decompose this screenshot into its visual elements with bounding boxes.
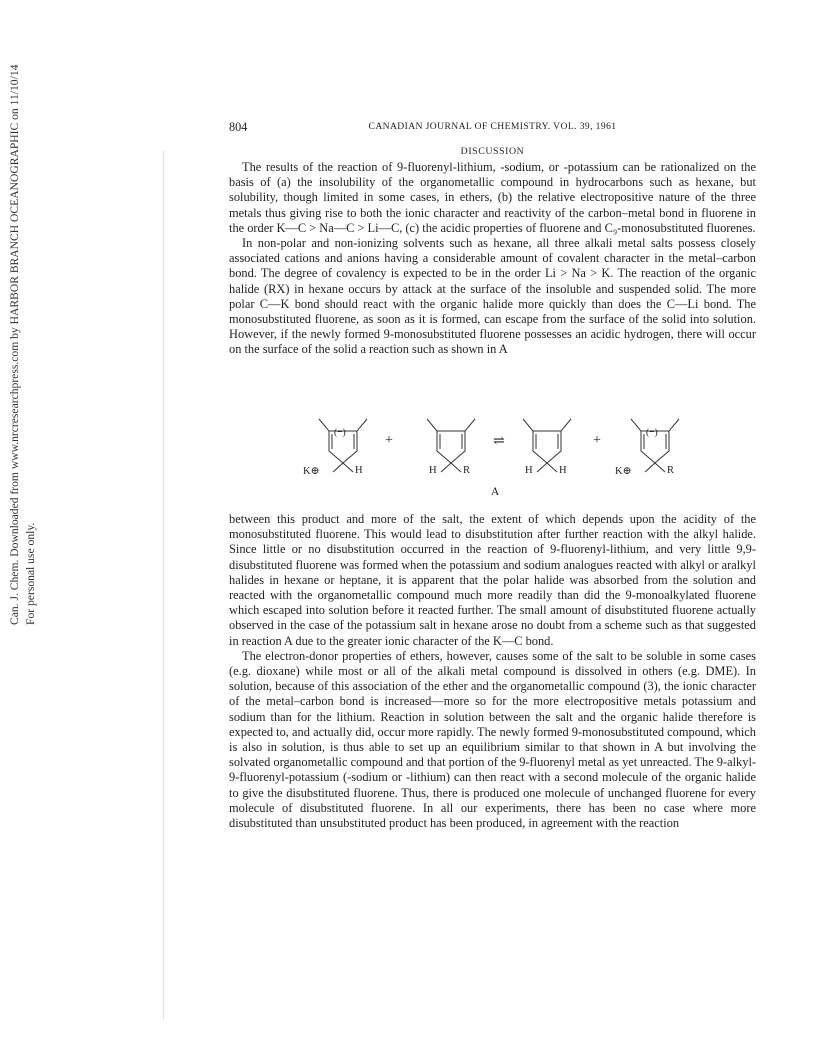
section-title: DISCUSSION bbox=[460, 146, 525, 157]
substituent-label: R bbox=[463, 465, 471, 476]
substituted-fluorenyl-anion-structure bbox=[615, 415, 683, 477]
body-text-top bbox=[229, 160, 756, 358]
reaction-scheme bbox=[305, 415, 685, 505]
page-number: 804 bbox=[229, 120, 248, 134]
download-notice-line: Can. J. Chem. Downloaded from www.nrcresearchpress.com by HARBOR BRANCH OCEANOGRAPHIC on 11/10/14 bbox=[8, 64, 21, 625]
plus-sign: + bbox=[593, 433, 601, 448]
running-head: CANADIAN JOURNAL OF CHEMISTRY. VOL. 39, 1961 bbox=[368, 121, 617, 132]
substituent-label: H bbox=[559, 465, 567, 476]
substituent-label: R bbox=[667, 465, 675, 476]
paragraph: The electron-donor properties of ethers, however, causes some of the salt to be soluble in some cases (e.g. dioxane) while most or all of the alkali metal compound is dissolved in others (e.g. DME). In solution, because of this association of the ether and the organometallic compound (3), the ionic character of the metal–carbon bond is increased—more so for the more electropositive metals potassium and sodium than for the lithium. Reaction in solution between the salt and the organic halide therefore is expected to, and actually did, occur more rapidly. The newly formed 9-monosubstituted compound, which is also in solution, is thus able to set up an equilibrium similar to that shown in A but involving the solvated organometallic compound and that portion of the 9-fluorenyl metal as yet unreacted. The 9-alkyl-9-fluorenyl-potassium (-sodium or -lithium) can then react with a second molecule of the organic halide to give the disubstituted fluorene. Thus, there is produced one molecule of unchanged fluorene for every molecule of disubstituted fluorene. In all our experiments, there has been no case where more disubstituted than unsubstituted product has been produced, in agreement with the reaction bbox=[229, 648, 757, 831]
scheme-label: A bbox=[490, 485, 500, 498]
fluorene-ring-icon bbox=[627, 415, 683, 475]
substituent-label: H bbox=[525, 465, 533, 476]
substituent-label: H bbox=[355, 465, 363, 476]
download-notice bbox=[8, 64, 58, 625]
plus-sign: + bbox=[385, 433, 393, 448]
body-text-bottom bbox=[229, 512, 756, 831]
margin-rule bbox=[163, 150, 164, 1020]
cation-label: K⊕ bbox=[615, 466, 632, 477]
paragraph: The results of the reaction of 9-fluorenyl-lithium, -sodium, or -potassium can be rationalized on the basis of (a) the insolubility of the organometallic compound in hydrocarbons such as hexane, but solubility, though limited in some cases, in ethers, (b) the relative electropositive nature of the three metals thus giving rise to both the ionic character and reactivity of the carbon–metal bond in fluorene in the order K—C > Na—C > Li—C, (c) the acidic properties of fluorene and C₉-monosubstituted fluorenes. bbox=[229, 160, 756, 235]
paragraph: In non-polar and non-ionizing solvents such as hexane, all three alkali metal salts possess closely associated cations and anions having a considerable amount of covalent character in the metal–carbon bond. The degree of covalency is expected to be in the order Li > Na > K. The reaction of the organic halide (RX) in hexane occurs by attack at the surface of the insoluble and suspended solid. The more polar C—K bond should react with the organic halide more quickly than does the C—Li bond. The monosubstituted fluorene, as soon as it is formed, can escape from the surface of the solid into solution. However, if the newly formed 9-monosubstituted fluorene possesses an acidic hydrogen, there will occur on the surface of the solid a reaction such as shown in A bbox=[229, 236, 756, 357]
anion-charge: (−) bbox=[646, 428, 658, 438]
monosubstituted-fluorene-structure bbox=[423, 415, 479, 475]
fluorene-structure bbox=[519, 415, 575, 475]
cation-label: K⊕ bbox=[303, 466, 320, 477]
anion-charge: (−) bbox=[334, 428, 346, 438]
paragraph: between this product and more of the salt, the extent of which depends upon the acidity of the monosubstituted fluorene. This would lead to disubstitution after further reaction with the alkyl halide. Since little or no disubstitution occurred in the reaction of 9-fluorenyl-lithium, and very little 9,9-disubstituted fluorene was formed when the potassium and sodium analogues reacted with alkyl or aralkyl halides in hexane or heptane, it is apparent that the polar halide was absorbed from the solution and reacted with the organometallic compound much more readily than did the 9-monoalkylated fluorene which escaped into solution before it reacted further. The small amount of disubstituted fluorene actually observed in the case of the potassium salt in hexane arose no doubt from a scheme such as that suggested in reaction A due to the greater ionic character of the K—C bond. bbox=[229, 512, 756, 648]
equilibrium-arrow: ⇌ bbox=[493, 434, 505, 449]
personal-use-notice: For personal use only. bbox=[24, 522, 37, 625]
substituent-label: H bbox=[429, 465, 437, 476]
fluorenyl-anion-structure bbox=[303, 415, 371, 477]
